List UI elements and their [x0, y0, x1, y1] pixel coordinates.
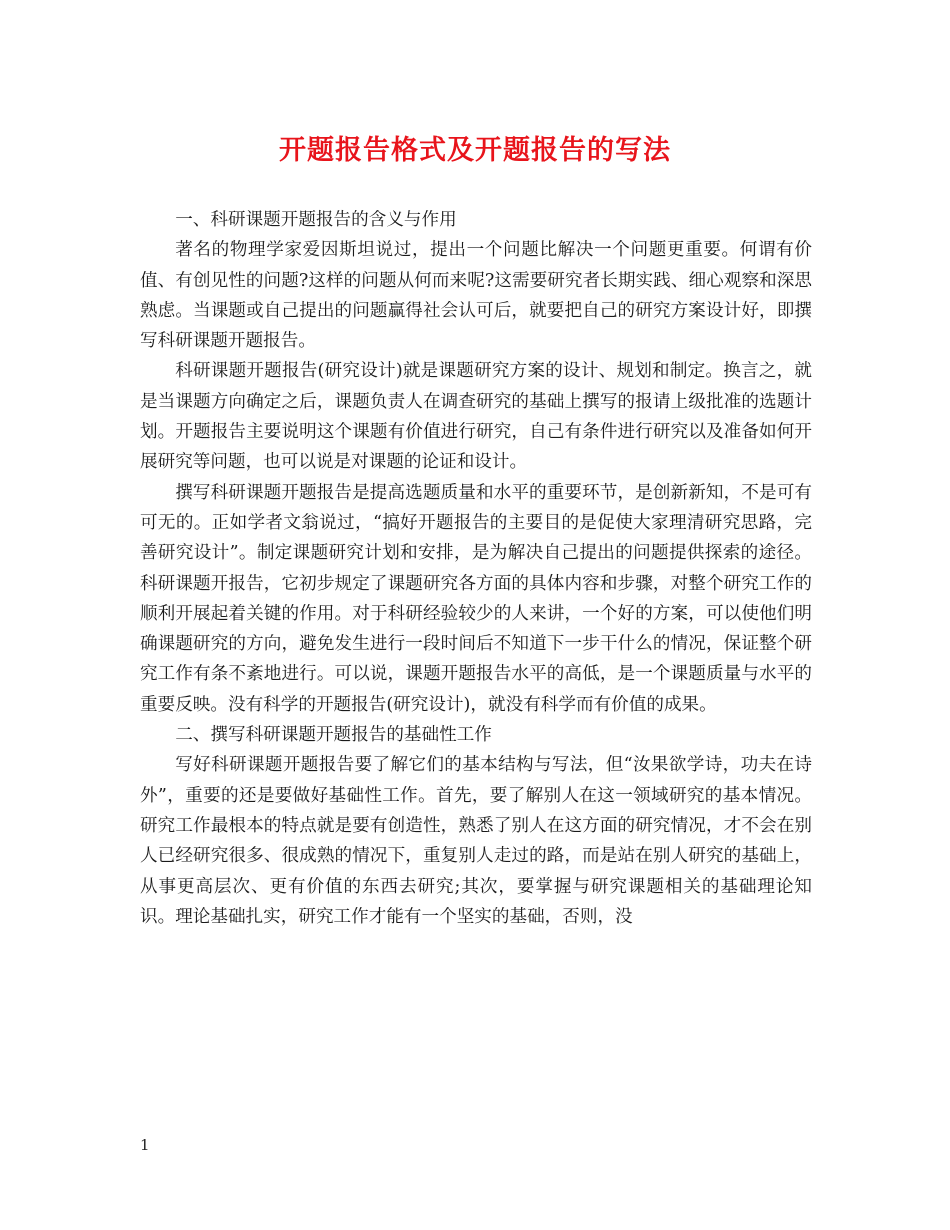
- paragraph: 撰写科研课题开题报告是提高选题质量和水平的重要环节，是创新新知，不是可有可无的。正如学者文翁说过，“搞好开题报告的主要目的是促使大家理清研究思路，完善研究设计”。制定课题研究计划和安排，是为解决自己提出的问题提供探索的途径。科研课题开报告，它初步规定了课题研究各方面的具体内容和步骤，对整个研究工作的顺利开展起着关键的作用。对于科研经验较少的人来讲，一个好的方案，可以使他们明确课题研究的方向，避免发生进行一段时间后不知道下一步干什么的情况，保证整个研究工作有条不紊地进行。可以说，课题开题报告水平的高低，是一个课题质量与水平的重要反映。没有科学的开题报告(研究设计)，就没有科学而有价值的成果。: [140, 482, 812, 715]
- paragraph: 著名的物理学家爱因斯坦说过，提出一个问题比解决一个问题更重要。何谓有价值、有创见性的问题?这样的问题从何而来呢?这需要研究者长期实践、细心观察和深思熟虑。当课题或自己提出的问题赢得社会认可后，就要把自己的研究方案设计好，即撰写科研课题开题报告。: [140, 240, 812, 352]
- paragraph: 科研课题开题报告(研究设计)就是课题研究方案的设计、规划和制定。换言之，就是当课题方向确定之后，课题负责人在调查研究的基础上撰写的报请上级批准的选题计划。开题报告主要说明这个课题有价值进行研究，自己有条件进行研究以及准备如何开展研究等问题，也可以说是对课题的论证和设计。: [140, 361, 812, 473]
- section-heading-1: 一、科研课题开题报告的含义与作用: [175, 210, 457, 230]
- document-title: 开题报告格式及开题报告的写法: [279, 135, 671, 166]
- paragraph: 写好科研课题开题报告要了解它们的基本结构与写法，但“汝果欲学诗，功夫在诗外”，重要的还是要做好基础性工作。首先，要了解别人在这一领域研究的基本情况。研究工作最根本的特点就是要有创造性，熟悉了别人在这方面的研究情况，才不会在别人已经研究很多、很成熟的情况下，重复别人走过的路，而是站在别人研究的基础上，从事更高层次、更有价值的东西去研究;其次，要掌握与研究课题相关的基础理论知识。理论基础扎实，研究工作才能有一个坚实的基础，否则，没: [140, 755, 812, 927]
- section-heading-2: 二、撰写科研课题开题报告的基础性工作: [175, 725, 492, 746]
- document-body: [140, 205, 812, 932]
- page-number: 1: [140, 1136, 150, 1154]
